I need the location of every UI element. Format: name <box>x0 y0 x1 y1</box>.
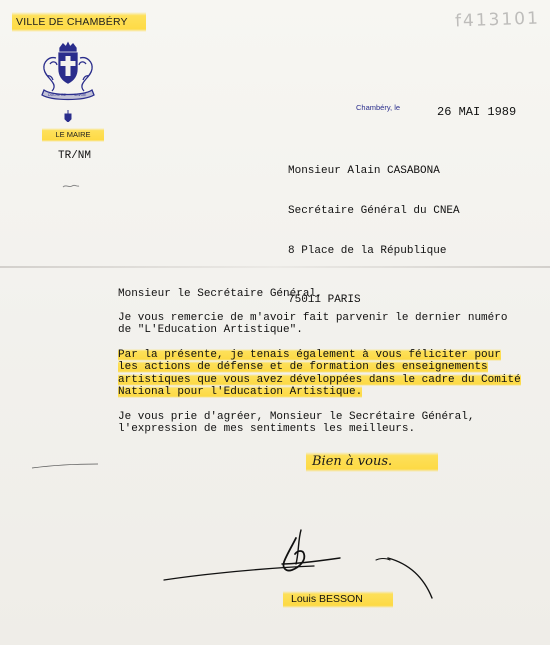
highlighted-line: artistiques que vous avez développées dans le cadre du Comité <box>118 373 521 386</box>
body-line: l'expression de mes sentiments les meilleurs. <box>118 423 416 435</box>
highlighted-line: les actions de défense et de formation des enseignements <box>118 361 488 373</box>
reference-code: TR/NM <box>58 150 92 162</box>
signer-name: Louis BESSON <box>283 591 393 608</box>
date-label: Chambéry, le <box>356 103 401 112</box>
recipient-line: 8 Place de la République <box>288 245 447 258</box>
ink-smudge-mark <box>62 183 80 189</box>
paper-fold-line <box>0 266 550 268</box>
letterhead-role: LE MAIRE <box>42 128 104 142</box>
highlighted-line: National pour l'Education Artistique. <box>118 386 363 398</box>
letter-date: 26 MAI 1989 <box>437 105 517 119</box>
recipient-line: Secrétaire Général du CNEA <box>288 205 460 218</box>
crest-pendant-icon <box>64 110 72 122</box>
salutation: Monsieur le Secrétaire Général, <box>118 288 323 300</box>
letter-body <box>118 288 548 436</box>
body-line: Je vous remercie de m'avoir fait parvenir le dernier numéro <box>118 311 508 324</box>
paragraph-thanks <box>118 312 548 337</box>
body-line: Je vous prie d'agréer, Monsieur le Secrétaire Général, <box>118 410 475 423</box>
paragraph-regards <box>118 411 548 436</box>
paragraph-congratulations <box>118 349 548 399</box>
handwritten-closing: Bien à vous. <box>306 452 438 472</box>
highlighted-line: Par la présente, je tenais également à vous féliciter pour <box>118 348 501 361</box>
body-line: de "L'Education Artistique". <box>118 324 303 336</box>
letterhead-city: VILLE DE CHAMBÉRY <box>12 12 146 32</box>
pencil-stamp-number: f413101 <box>454 8 541 32</box>
crest-motto-left: DUCHE DE <box>48 93 66 97</box>
city-crest-icon <box>34 40 102 102</box>
pen-stroke-mark <box>30 462 100 470</box>
recipient-city: 75011 PARIS <box>288 294 361 307</box>
crest-motto-right: SAVOIE <box>74 93 87 97</box>
recipient-line: Monsieur Alain CASABONA <box>288 164 440 177</box>
